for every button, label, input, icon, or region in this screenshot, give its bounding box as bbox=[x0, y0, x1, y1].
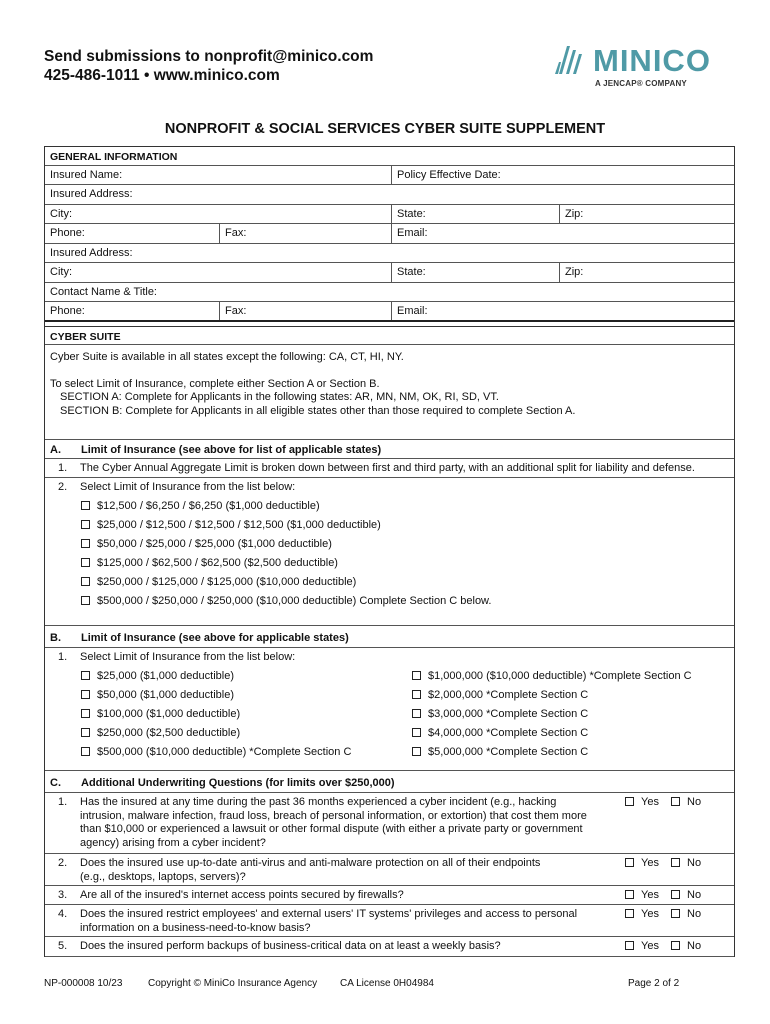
option-label: $500,000 ($10,000 deductible) *Complete Section C bbox=[97, 746, 352, 758]
cyber-availability-text: Cyber Suite is available in all states except the following: CA, CT, HI, NY. bbox=[50, 351, 404, 363]
no-checkbox[interactable] bbox=[671, 858, 680, 867]
section-a-title: Limit of Insurance (see above for list of applicable states) bbox=[81, 444, 382, 456]
page-number: Page 2 of 2 bbox=[628, 978, 680, 989]
submission-contact bbox=[44, 47, 373, 85]
insured-name-field[interactable]: Insured Name: bbox=[50, 168, 123, 181]
limit-option-b-left-3[interactable] bbox=[81, 708, 240, 720]
select-limit-instructions: To select Limit of Insurance, complete either Section A or Section B. bbox=[50, 377, 380, 390]
option-label: $500,000 / $250,000 / $250,000 ($10,000 deductible) Complete Section C below. bbox=[97, 595, 492, 607]
insured-address-2-field[interactable]: Insured Address: bbox=[50, 246, 133, 259]
limit-option-b-left-1[interactable] bbox=[81, 670, 234, 682]
underwriting-question-3 bbox=[45, 886, 734, 905]
answer-no[interactable] bbox=[671, 940, 701, 954]
question-number: 4. bbox=[58, 908, 68, 920]
section-b-letter: B. bbox=[50, 632, 61, 644]
yes-checkbox[interactable] bbox=[625, 858, 634, 867]
general-info-heading: GENERAL INFORMATION bbox=[50, 151, 178, 163]
insured-address-field[interactable]: Insured Address: bbox=[50, 188, 133, 200]
phone-field[interactable]: Phone: bbox=[50, 227, 85, 239]
cyber-suite-header bbox=[45, 326, 734, 346]
question-line: Does the insured use up-to-date anti-virus and anti-malware protection on all of their endpoints bbox=[80, 857, 541, 869]
no-label: No bbox=[687, 908, 702, 920]
checkbox[interactable] bbox=[412, 690, 421, 699]
section-c-title: Additional Underwriting Questions (for limits over $250,000) bbox=[81, 777, 395, 789]
contact-name-title-field[interactable]: Contact Name & Title: bbox=[50, 285, 157, 298]
city-2-field[interactable]: City: bbox=[50, 266, 72, 278]
checkbox[interactable] bbox=[412, 728, 421, 737]
copyright-text: Copyright © MiniCo Insurance Agency bbox=[148, 978, 318, 989]
limit-option-b-right-3[interactable] bbox=[412, 708, 588, 720]
general-row-3 bbox=[45, 205, 734, 225]
answer-yes[interactable] bbox=[625, 857, 659, 871]
yes-label: Yes bbox=[641, 908, 659, 920]
item-number: 2. bbox=[58, 481, 68, 493]
no-label: No bbox=[687, 796, 702, 808]
option-label: $3,000,000 *Complete Section C bbox=[428, 708, 589, 720]
answer-yes[interactable] bbox=[625, 908, 659, 922]
checkbox[interactable] bbox=[412, 671, 421, 680]
answer-no[interactable] bbox=[671, 796, 701, 810]
limit-option-b-left-2[interactable] bbox=[81, 689, 234, 701]
yes-checkbox[interactable] bbox=[625, 797, 634, 806]
limit-option-b-right-5[interactable] bbox=[412, 746, 588, 758]
cyber-suite-intro bbox=[45, 345, 734, 439]
zip-field[interactable]: Zip: bbox=[559, 205, 734, 224]
section-c-header bbox=[45, 771, 734, 793]
yes-label: Yes bbox=[641, 940, 659, 952]
underwriting-question-4 bbox=[45, 905, 734, 937]
option-label: $2,000,000 *Complete Section C bbox=[428, 689, 589, 701]
limit-option-a-3[interactable] bbox=[81, 538, 332, 550]
answer-yes[interactable] bbox=[625, 940, 659, 954]
question-line: (e.g., desktops, laptops, servers)? bbox=[80, 870, 246, 883]
policy-effective-date-field[interactable]: Policy Effective Date: bbox=[391, 166, 734, 185]
phone-2-field[interactable]: Phone: bbox=[50, 305, 85, 317]
option-label: $125,000 / $62,500 / $62,500 ($2,500 deductible) bbox=[97, 557, 338, 569]
yes-label: Yes bbox=[641, 796, 659, 808]
option-label: $50,000 ($1,000 deductible) bbox=[97, 689, 234, 701]
checkbox[interactable] bbox=[412, 709, 421, 718]
limit-option-a-4[interactable] bbox=[81, 557, 338, 569]
answer-yes[interactable] bbox=[625, 889, 659, 903]
supplement-form bbox=[44, 146, 735, 957]
option-label: $250,000 ($2,500 deductible) bbox=[97, 727, 241, 739]
no-label: No bbox=[687, 940, 702, 952]
checkbox[interactable] bbox=[81, 520, 90, 529]
general-row-5 bbox=[45, 244, 734, 264]
item-number: 1. bbox=[58, 461, 68, 474]
checkbox[interactable] bbox=[81, 596, 90, 605]
option-label: $25,000 ($1,000 deductible) bbox=[97, 670, 234, 682]
general-row-7 bbox=[45, 283, 734, 303]
checkbox[interactable] bbox=[81, 577, 90, 586]
checkbox[interactable] bbox=[81, 747, 90, 756]
checkbox[interactable] bbox=[81, 501, 90, 510]
option-label: $250,000 / $125,000 / $125,000 ($10,000 deductible) bbox=[97, 576, 357, 588]
city-field[interactable]: City: bbox=[50, 207, 72, 220]
question-line: Does the insured perform backups of business-critical data on at least a weekly basis? bbox=[80, 940, 501, 952]
question-text bbox=[80, 857, 540, 884]
email-field[interactable]: Email: bbox=[391, 224, 734, 243]
general-row-1 bbox=[45, 166, 734, 186]
option-label: $100,000 ($1,000 deductible) bbox=[97, 708, 241, 720]
question-line: than $10,000 or experienced a lawsuit or other formal dispute (with either a private party or government bbox=[80, 823, 583, 835]
section-c-letter: C. bbox=[50, 777, 61, 789]
select-limit-prompt: Select Limit of Insurance from the list below: bbox=[80, 651, 296, 663]
fax-2-field[interactable]: Fax: bbox=[219, 302, 391, 320]
underwriting-question-1 bbox=[45, 793, 734, 854]
yes-label: Yes bbox=[641, 857, 659, 869]
question-line: Are all of the insured's internet access points secured by firewalls? bbox=[80, 889, 404, 901]
no-checkbox[interactable] bbox=[671, 797, 680, 806]
answer-no[interactable] bbox=[671, 889, 701, 903]
no-checkbox[interactable] bbox=[671, 941, 680, 950]
question-text bbox=[80, 796, 587, 850]
yes-checkbox[interactable] bbox=[625, 890, 634, 899]
checkbox[interactable] bbox=[81, 709, 90, 718]
minico-logo-mark-icon bbox=[553, 44, 591, 78]
form-number: NP-000008 10/23 bbox=[44, 978, 123, 989]
section-a-note: SECTION A: Complete for Applicants in the following states: AR, MN, NM, OK, RI, SD, VT. bbox=[60, 391, 499, 403]
question-line: Has the insured at any time during the past 36 months experienced a cyber incident (e.g., hacking bbox=[80, 796, 557, 808]
yes-checkbox[interactable] bbox=[625, 941, 634, 950]
section-c-questions bbox=[45, 793, 734, 957]
yes-checkbox[interactable] bbox=[625, 909, 634, 918]
limit-option-b-left-5[interactable] bbox=[81, 746, 351, 758]
question-number: 2. bbox=[58, 857, 68, 869]
section-a-item-1 bbox=[45, 459, 734, 479]
section-b-item-1 bbox=[45, 648, 734, 771]
section-b-title: Limit of Insurance (see above for applicable states) bbox=[81, 632, 349, 644]
form-title: NONPROFIT & SOCIAL SERVICES CYBER SUITE SUPPLEMENT bbox=[164, 121, 606, 137]
no-label: No bbox=[687, 857, 702, 869]
yes-label: Yes bbox=[641, 889, 659, 901]
section-a-item-2 bbox=[45, 478, 734, 626]
contact-phone-web-line: 425-486-1011 • www.minico.com bbox=[44, 67, 280, 84]
limit-option-a-2[interactable] bbox=[81, 519, 381, 531]
zip-2-field[interactable]: Zip: bbox=[559, 263, 734, 282]
select-limit-prompt: Select Limit of Insurance from the list below: bbox=[80, 481, 296, 493]
general-info-header bbox=[45, 146, 734, 166]
question-line: Does the insured restrict employees' and external users' IT systems' privileges and access to personal bbox=[80, 908, 578, 920]
underwriting-question-5 bbox=[45, 937, 734, 957]
option-label: $4,000,000 *Complete Section C bbox=[428, 727, 589, 739]
aggregate-limit-note: The Cyber Annual Aggregate Limit is broken down between first and third party, with an additional split for liability and defense. bbox=[80, 461, 695, 474]
state-2-field[interactable]: State: bbox=[391, 263, 559, 282]
underwriting-question-2 bbox=[45, 854, 734, 886]
no-label: No bbox=[687, 889, 702, 901]
general-row-6 bbox=[45, 263, 734, 283]
question-text bbox=[80, 889, 404, 903]
general-row-8 bbox=[45, 302, 734, 322]
checkbox[interactable] bbox=[412, 747, 421, 756]
option-label: $5,000,000 *Complete Section C bbox=[428, 746, 589, 758]
checkbox[interactable] bbox=[81, 558, 90, 567]
limit-option-a-5[interactable] bbox=[81, 576, 356, 588]
license-number: CA License 0H04984 bbox=[340, 978, 434, 989]
logo-subtitle: A JENCAP® COMPANY bbox=[595, 79, 687, 88]
section-b-header bbox=[45, 626, 734, 648]
general-row-4 bbox=[45, 224, 734, 244]
answer-no[interactable] bbox=[671, 908, 701, 922]
question-number: 3. bbox=[58, 889, 68, 901]
question-text bbox=[80, 940, 501, 954]
state-field[interactable]: State: bbox=[391, 205, 559, 224]
contact-email-line: Send submissions to nonprofit@minico.com bbox=[44, 48, 374, 65]
question-text bbox=[80, 908, 577, 935]
limit-option-b-right-2[interactable] bbox=[412, 689, 588, 701]
limit-option-a-6[interactable] bbox=[81, 595, 491, 607]
checkbox[interactable] bbox=[81, 728, 90, 737]
limit-option-b-right-1[interactable] bbox=[412, 670, 692, 682]
no-checkbox[interactable] bbox=[671, 890, 680, 899]
minico-logo bbox=[553, 44, 728, 92]
cyber-suite-heading: CYBER SUITE bbox=[50, 330, 121, 343]
question-line: agency) arising from a cyber incident? bbox=[80, 836, 266, 849]
no-checkbox[interactable] bbox=[671, 909, 680, 918]
section-a-letter: A. bbox=[50, 444, 61, 456]
question-line: intrusion, malware infection, fraud loss, breach of personal information, or extortion) that cost them more bbox=[80, 809, 587, 822]
answer-no[interactable] bbox=[671, 857, 701, 871]
option-label: $50,000 / $25,000 / $25,000 ($1,000 deductible) bbox=[97, 538, 332, 550]
option-label: $12,500 / $6,250 / $6,250 ($1,000 deductible) bbox=[97, 500, 320, 512]
section-a-header bbox=[45, 439, 734, 459]
question-number: 1. bbox=[58, 796, 68, 808]
fax-field[interactable]: Fax: bbox=[219, 224, 391, 243]
limit-option-b-left-4[interactable] bbox=[81, 727, 240, 739]
answer-yes[interactable] bbox=[625, 796, 659, 810]
question-line: information on a business-need-to-know basis? bbox=[80, 921, 311, 934]
general-row-2 bbox=[45, 185, 734, 205]
section-b-note: SECTION B: Complete for Applicants in all eligible states other than those required to complete Section A. bbox=[60, 404, 576, 417]
logo-wordmark: MINICO bbox=[593, 43, 711, 78]
option-label: $1,000,000 ($10,000 deductible) *Complete Section C bbox=[428, 670, 692, 682]
limit-option-a-1[interactable] bbox=[81, 500, 320, 512]
item-number: 1. bbox=[58, 651, 68, 663]
checkbox[interactable] bbox=[81, 671, 90, 680]
checkbox[interactable] bbox=[81, 539, 90, 548]
option-label: $25,000 / $12,500 / $12,500 / $12,500 ($1,000 deductible) bbox=[97, 519, 381, 531]
limit-option-b-right-4[interactable] bbox=[412, 727, 588, 739]
email-2-field[interactable]: Email: bbox=[391, 302, 734, 320]
question-number: 5. bbox=[58, 940, 68, 952]
checkbox[interactable] bbox=[81, 690, 90, 699]
